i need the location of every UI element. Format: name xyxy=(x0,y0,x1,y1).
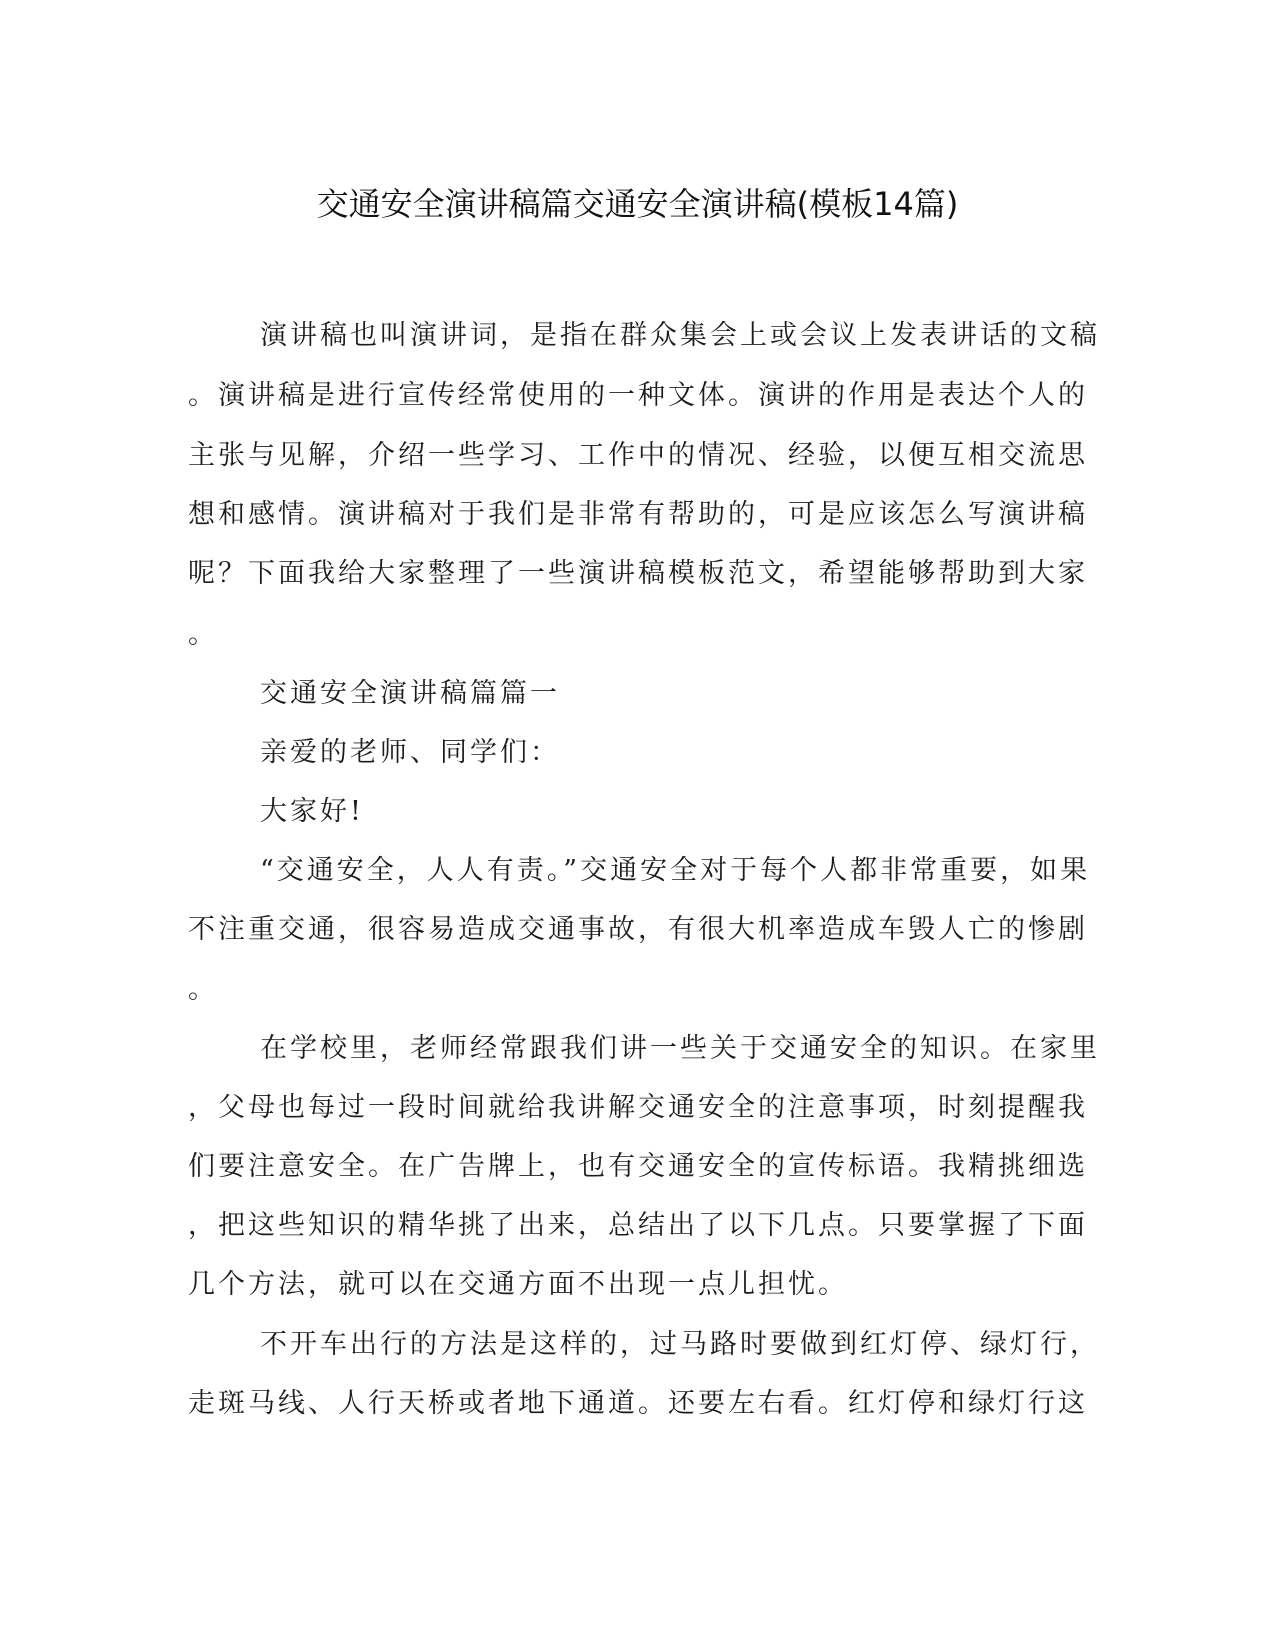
text-line: 。 xyxy=(188,619,218,650)
text-line: 演讲稿也叫演讲词，是指在群众集会上或会议上发表讲话的文稿 xyxy=(260,320,1100,351)
text-line: “交通安全，人人有责。”交通安全对于每个人都非常重要，如果 xyxy=(260,855,1091,886)
text-line: 们要注意安全。在广告牌上，也有交通安全的宣传标语。我精挑细选 xyxy=(188,1151,1088,1182)
text-line: 不注重交通，很容易造成交通事故，有很大机率造成车毁人亡的惨剧 xyxy=(188,914,1088,945)
text-line: ，把这些知识的精华挑了出来，总结出了以下几点。只要掌握了下面 xyxy=(188,1210,1088,1241)
text-line: 几个方法，就可以在交通方面不出现一点儿担忧。 xyxy=(188,1269,848,1300)
document-title: 交通安全演讲稿篇交通安全演讲稿(模板14篇) xyxy=(316,185,959,223)
text-line: 主张与见解，介绍一些学习、工作中的情况、经验，以便互相交流思 xyxy=(188,440,1088,471)
text-line: 在学校里，老师经常跟我们讲一些关于交通安全的知识。在家里 xyxy=(260,1033,1100,1064)
text-line: 走斑马线、人行天桥或者地下通道。还要左右看。红灯停和绿灯行这 xyxy=(188,1388,1088,1419)
text-line: 。 xyxy=(188,974,218,1005)
text-line: 。演讲稿是进行宣传经常使用的一种文体。演讲的作用是表达个人的 xyxy=(188,380,1088,411)
salutation: 亲爱的老师、同学们： xyxy=(260,737,560,768)
text-line: 想和感情。演讲稿对于我们是非常有帮助的，可是应该怎么写演讲稿 xyxy=(188,499,1088,530)
text-line: 不开车出行的方法是这样的，过马路时要做到红灯停、绿灯行， xyxy=(260,1329,1100,1360)
text-line: ，父母也每过一段时间就给我讲解交通安全的注意事项，时刻提醒我 xyxy=(188,1092,1088,1123)
section-heading: 交通安全演讲稿篇篇一 xyxy=(260,678,560,709)
greeting: 大家好! xyxy=(260,796,364,827)
text-line: 呢？下面我给大家整理了一些演讲稿模板范文，希望能够帮助到大家 xyxy=(188,558,1088,589)
